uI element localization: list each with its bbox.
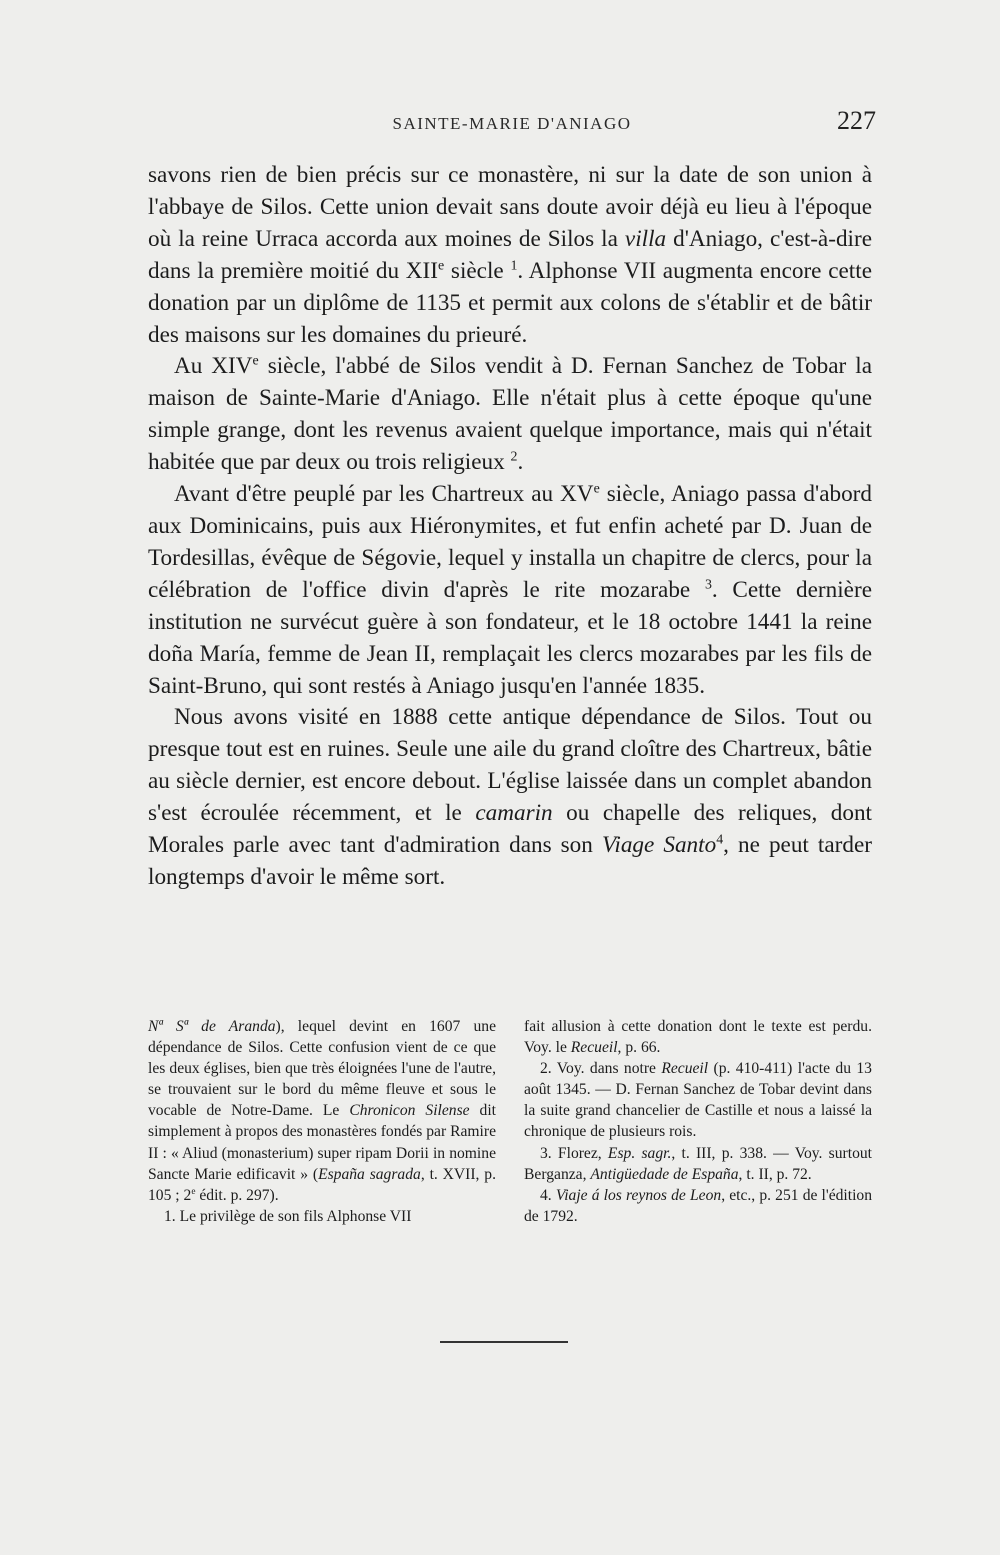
footnote-1: 1. Le privilège de son fils Alphonse VII — [164, 1207, 412, 1225]
footnote-ref-2[interactable]: 2 — [510, 449, 518, 465]
footnote-ref-3[interactable]: 3 — [704, 577, 712, 593]
end-rule — [440, 1341, 568, 1343]
paragraph-3: Avant d'être peuplé par les Chartreux au XVe siècle, Aniago passa d'abord aux Dominicains, puis aux Hiéronymites, et fut enfin acheté par D. Juan de Tordesillas, évêque de Ségovie, lequel y installa un chapitre de clercs, pour la célébration de l'office divin d'après le rite mozarabe $^3$. Cette dernière institution ne survécut guère à son fondateur, et le 18 octobre 1441 la reine doña María, femme de Jean II, remplaçait les clercs mozarabes par les fils de Saint-Bruno, qui sont restés à Aniago jusqu'en l'année 1835. — [148, 481, 872, 699]
paragraph-4: Nous avons visité en 1888 cette antique dépendance de Silos. Tout ou presque tout est en ruines. Seule une aile du grand cloître des Chartreux, bâtie au siècle dernier, est encore debout. L'église laissée dans un complet abandon s'est écroulée récemment, et le camarin ou chapelle des reliques, dont Morales parle avec tant d'admiration dans son Viage Santo$^4$, ne peut tarder longtemps d'avoir le même sort. — [148, 704, 872, 890]
footnote-column-left — [148, 1016, 496, 1227]
paragraph-1: savons rien de bien précis sur ce monastère, ni sur la date de son union à l'abbaye de Silos. Cette union devait sans doute avoir déjà eu lieu à l'époque où la reine Urraca accorda aux moines de Silos la villa d'Aniago, c'est-à-dire dans la première moitié du XIIe siècle $^1$. Alphonse VII augmenta encore cette donation par un diplôme de 1135 et permit aux colons de s'établir et de bâtir des maisons sur les domaines du prieuré. — [148, 162, 872, 348]
footnote-2: 2. Voy. dans notre Recueil (p. 410-411) l'acte du 13 août 1345. — D. Fernan Sanchez de Tobar devint dans la suite grand chancelier de Castille et nous a laissé la chronique de plusieurs rois. — [524, 1060, 872, 1141]
footnote-continuation: Nª Sª de Aranda), lequel devint en 1607 une dépendance de Silos. Cette confusion vient de ce que les deux églises, bien que très éloignées l'une de l'autre, se trouvaient sur le bord du même fleuve et sous le vocable de Notre-Dame. Le Chronicon Silense dit simplement à propos des monastères fondés par Ramire II : « Aliud (monasterium) super ripam Dorii in nomine Sancte Marie edificavit » (España sagrada, t. XVII, p. 105 ; 2e édit. p. 297). — [148, 1018, 497, 1204]
paragraph-2: Au XIVe siècle, l'abbé de Silos vendit à D. Fernan Sanchez de Tobar la maison de Sainte-Marie d'Aniago. Elle n'était plus à cette époque qu'une simple grange, dont les revenus avaient quelque importance, mais qui n'était habitée que par deux ou trois religieux $^2$. — [148, 353, 872, 476]
page-header — [148, 104, 876, 140]
page-number: 227 — [837, 106, 876, 135]
italic-term: villa — [624, 225, 667, 252]
italic-title: Viage Santo — [601, 832, 717, 859]
footnote-3: 3. Florez, Esp. sagr., t. III, p. 338. — Voy. surtout Berganza, Antigüedade de España, t. II, p. 72. — [524, 1144, 872, 1183]
footnotes — [148, 1016, 872, 1227]
italic-term: camarin — [475, 800, 553, 827]
footnote-1-continuation: fait allusion à cette donation dont le texte est perdu. Voy. le Recueil, p. 66. — [524, 1018, 872, 1057]
running-title: SAINTE-MARIE D'ANIAGO — [392, 114, 632, 133]
footnote-ref-4[interactable]: 4 — [716, 832, 724, 848]
footnote-4: 4. Viaje á los reynos de Leon, etc., p. 251 de l'édition de 1792. — [524, 1186, 873, 1225]
footnote-ref-1[interactable]: 1 — [510, 257, 518, 273]
footnote-column-right — [524, 1016, 872, 1227]
main-text — [148, 160, 872, 894]
